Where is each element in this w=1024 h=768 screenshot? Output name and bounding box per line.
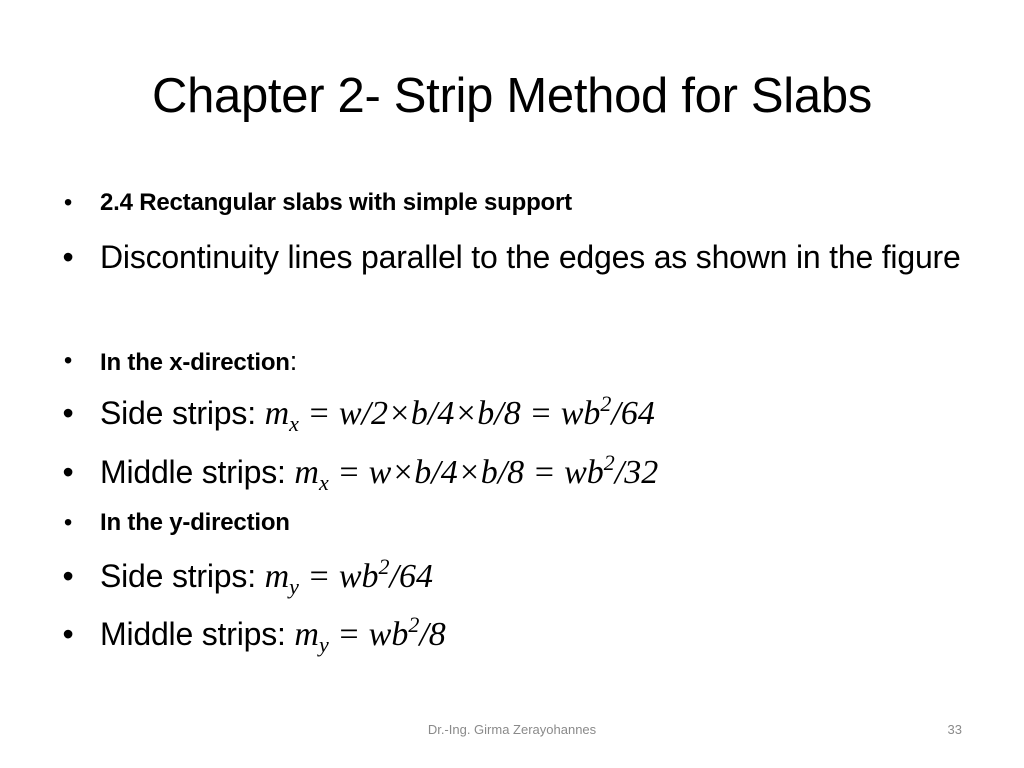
formula-exponent: 2 bbox=[408, 612, 420, 637]
bullet-label: Side strips: bbox=[100, 558, 265, 594]
bullet-text bbox=[100, 392, 960, 435]
bullet-text bbox=[100, 451, 960, 494]
bullet-marker: • bbox=[63, 509, 73, 536]
formula-variable: m bbox=[294, 454, 319, 491]
formula-exponent: 2 bbox=[603, 450, 615, 475]
formula-subscript: y bbox=[289, 574, 299, 599]
formula-expression: = w/2×b/4×b/8 = wb bbox=[298, 395, 601, 432]
formula-subscript: x bbox=[289, 411, 299, 436]
formula-denominator: /64 bbox=[389, 558, 433, 595]
moment-formula bbox=[294, 450, 659, 495]
formula-subscript: x bbox=[318, 470, 329, 495]
bullet-text bbox=[100, 346, 960, 378]
bullet-label: Side strips: bbox=[100, 395, 265, 431]
bullet-label: Middle strips: bbox=[100, 454, 295, 490]
formula-expression: = w×b/4×b/8 = wb bbox=[328, 454, 604, 491]
moment-formula bbox=[264, 554, 433, 599]
bullet-marker: • bbox=[62, 558, 74, 594]
bullet-marker: • bbox=[62, 454, 74, 490]
bullet-marker: • bbox=[63, 347, 73, 374]
formula-exponent: 2 bbox=[378, 554, 390, 579]
formula-variable: m bbox=[294, 616, 319, 653]
formula-variable: m bbox=[264, 558, 290, 595]
formula-denominator: /32 bbox=[614, 454, 659, 491]
formula-denominator: /8 bbox=[419, 616, 446, 653]
formula-variable: m bbox=[264, 395, 290, 432]
bullet-text bbox=[100, 555, 960, 598]
bullet-label: Middle strips: bbox=[100, 616, 295, 652]
moment-formula bbox=[264, 391, 655, 436]
bullet-marker: • bbox=[62, 616, 74, 652]
formula-exponent: 2 bbox=[600, 391, 612, 416]
formula-denominator: /64 bbox=[611, 395, 655, 432]
page-number: 33 bbox=[947, 722, 962, 737]
formula-expression: = wb bbox=[328, 616, 409, 653]
bullet-marker: • bbox=[63, 189, 73, 216]
bullet-marker: • bbox=[62, 395, 74, 431]
formula-expression: = wb bbox=[298, 558, 379, 595]
moment-formula bbox=[294, 612, 446, 657]
bullet-text: Discontinuity lines parallel to the edges as shown in the figure bbox=[100, 239, 961, 275]
slide-title: Chapter 2- Strip Method for Slabs bbox=[151, 69, 872, 123]
bullet-text: 2.4 Rectangular slabs with simple support bbox=[100, 189, 572, 216]
bullet-text bbox=[100, 613, 960, 656]
footer-author: Dr.-Ing. Girma Zerayohannes bbox=[427, 722, 597, 737]
formula-subscript: y bbox=[318, 632, 329, 657]
bullet-colon: : bbox=[289, 346, 298, 376]
bullet-heading: In the x-direction bbox=[100, 349, 290, 376]
bullet-text: In the y-direction bbox=[100, 509, 290, 536]
bullet-marker: • bbox=[62, 239, 74, 275]
